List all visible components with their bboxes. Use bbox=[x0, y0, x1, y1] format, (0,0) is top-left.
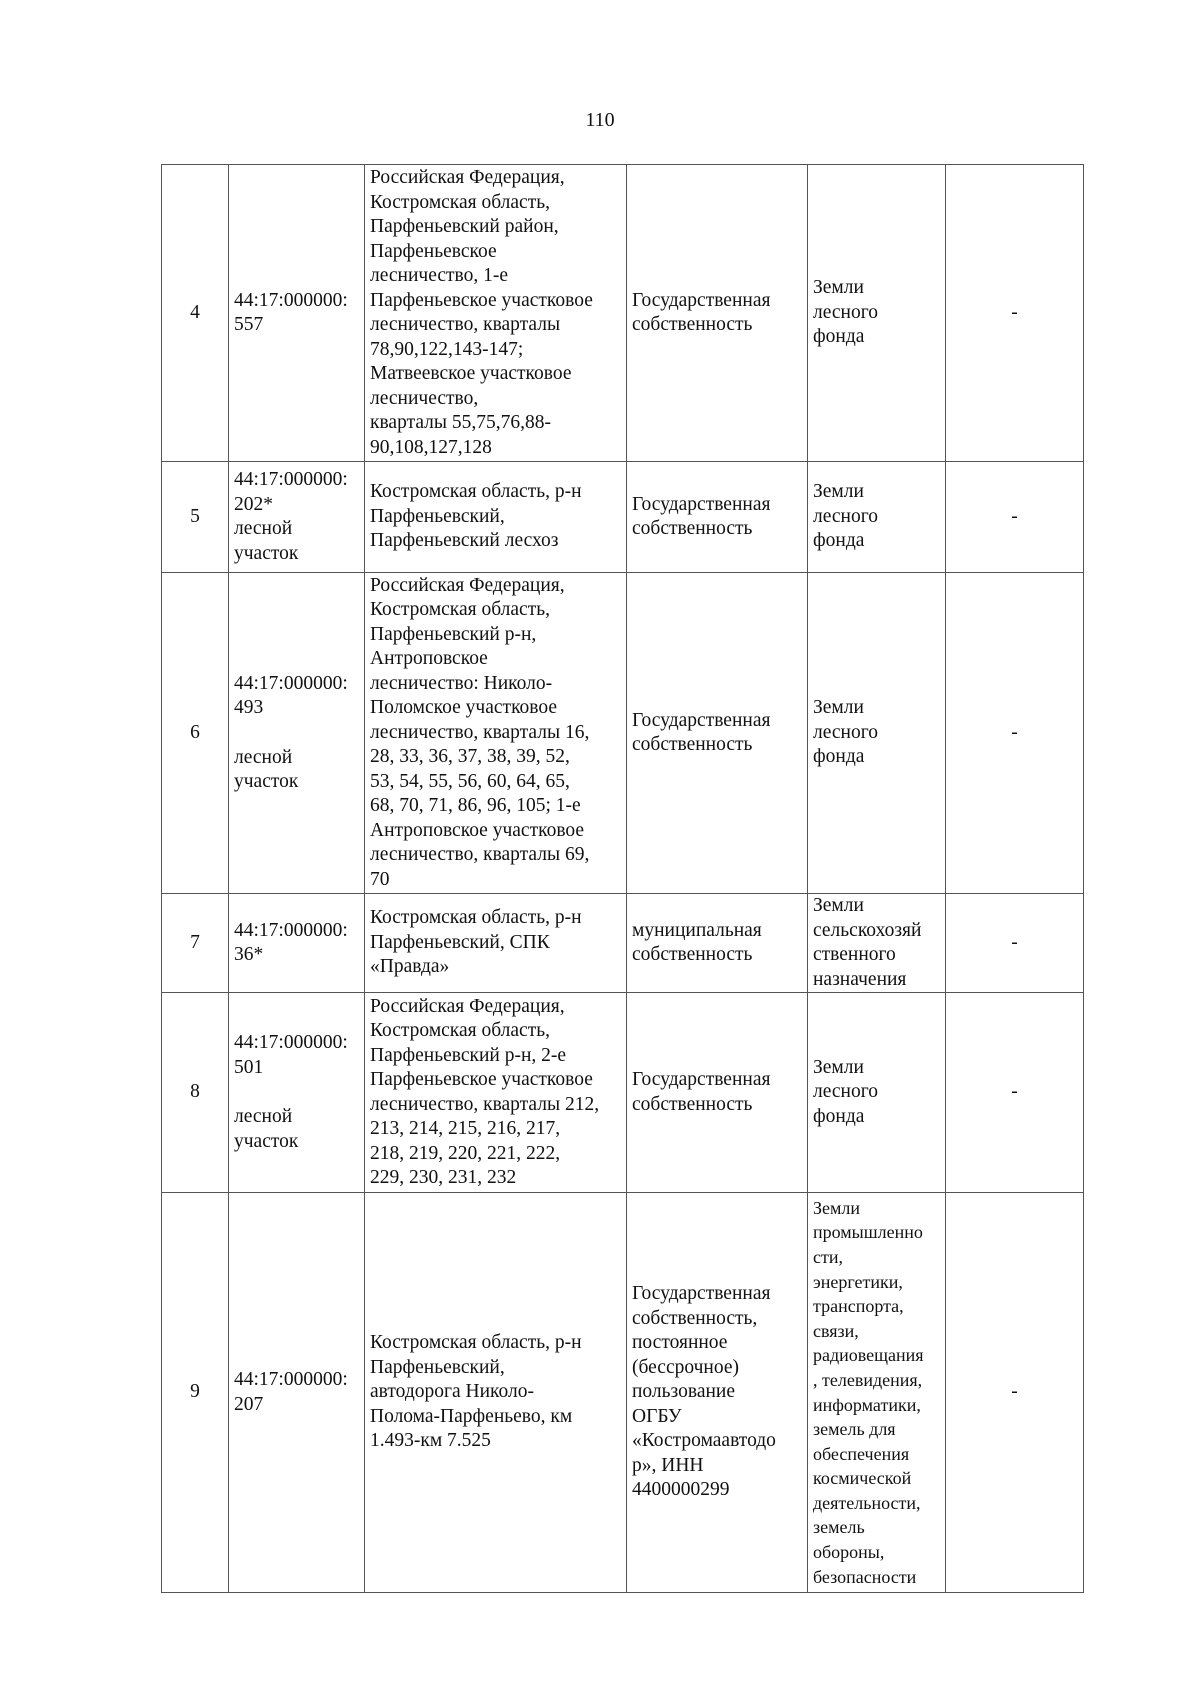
address-line: Парфеньевский район, bbox=[370, 216, 559, 237]
cadastral-line bbox=[234, 721, 359, 746]
cadastral-line: участок bbox=[234, 1130, 299, 1152]
land_category-line: сельскохозяй bbox=[813, 919, 922, 941]
address-line: Парфеньевский, bbox=[370, 1356, 505, 1378]
land_category-line: обороны, bbox=[813, 1542, 885, 1563]
land_category-line: лесного bbox=[813, 301, 878, 323]
row-number: 7 bbox=[162, 894, 229, 993]
address-cell bbox=[365, 165, 627, 462]
land-plots-table bbox=[161, 164, 1084, 1593]
table-row bbox=[162, 894, 1084, 993]
address-line: Антроповское bbox=[370, 648, 488, 670]
address-line: автодорога Николо- bbox=[370, 1381, 534, 1403]
ownership-line: собственность bbox=[632, 1093, 753, 1115]
land_category-line: радиовещания bbox=[813, 1345, 924, 1366]
address-line: Костромская область, р-н bbox=[370, 907, 582, 929]
land_category-line: лесного bbox=[813, 721, 878, 743]
address-line: Парфеньевское участковое bbox=[370, 1069, 593, 1090]
address-line: Парфеньевский р-н, 2-е bbox=[370, 1044, 567, 1066]
cadastral-line: участок bbox=[234, 542, 299, 564]
ownership-line: Государственная bbox=[632, 289, 771, 311]
address-line: 218, 219, 220, 221, 222, bbox=[370, 1142, 561, 1164]
cadastral-line: 557 bbox=[234, 314, 264, 335]
cadastral-line: 44:17:000000: bbox=[234, 469, 348, 490]
address-cell bbox=[365, 573, 627, 894]
ownership-cell bbox=[627, 573, 808, 894]
ownership-line: ОГБУ bbox=[632, 1405, 682, 1427]
ownership-cell bbox=[627, 894, 808, 993]
cadastral-number-cell bbox=[229, 462, 365, 573]
cadastral-line: 207 bbox=[234, 1393, 264, 1415]
ownership-line: «Костромаавтодо bbox=[632, 1430, 776, 1452]
land_category-line: связи, bbox=[813, 1320, 859, 1341]
address-line: лесничество, кварталы bbox=[370, 314, 561, 335]
ownership-line: Государственная bbox=[632, 709, 771, 731]
address-line: Поломское участковое bbox=[370, 697, 558, 719]
land-category-cell bbox=[808, 165, 946, 462]
address-line: 90,108,127,128 bbox=[370, 436, 492, 458]
address-line: Костромская область, р-н bbox=[370, 1332, 582, 1354]
land_category-line: космической bbox=[813, 1468, 912, 1489]
ownership-line: Государственная bbox=[632, 493, 771, 515]
land_category-line: Земли bbox=[813, 1197, 861, 1218]
cadastral-line: лесной bbox=[234, 746, 293, 768]
ownership-line: собственность bbox=[632, 314, 753, 335]
address-line: Российская Федерация, bbox=[370, 167, 565, 188]
address-line: 213, 214, 215, 216, 217, bbox=[370, 1118, 561, 1139]
row-number: 9 bbox=[162, 1193, 229, 1593]
address-cell bbox=[365, 462, 627, 573]
table-row bbox=[162, 1193, 1084, 1593]
row-number: 5 bbox=[162, 462, 229, 573]
table-row bbox=[162, 462, 1084, 573]
land_category-line: фонда bbox=[813, 326, 865, 348]
row-number: 8 bbox=[162, 993, 229, 1193]
address-line: лесничество: Николо- bbox=[370, 672, 553, 694]
address-cell bbox=[365, 894, 627, 993]
note-cell: - bbox=[946, 573, 1084, 894]
page-number: 110 bbox=[585, 109, 615, 131]
ownership-cell bbox=[627, 1193, 808, 1593]
ownership-line: собственность bbox=[632, 518, 753, 539]
address-line: лесничество, bbox=[370, 387, 479, 409]
address-line: 70 bbox=[370, 868, 390, 890]
cadastral-number-cell bbox=[229, 1193, 365, 1593]
address-line: 78,90,122,143-147; bbox=[370, 338, 524, 360]
cadastral-line bbox=[234, 1080, 359, 1105]
land_category-line: , телевидения, bbox=[813, 1369, 923, 1390]
land-category-cell bbox=[808, 894, 946, 993]
ownership-line: (бессрочное) bbox=[632, 1356, 739, 1378]
land_category-line: промышленно bbox=[813, 1222, 923, 1243]
address-line: Парфеньевский, СПК bbox=[370, 931, 550, 953]
land-category-cell bbox=[808, 1193, 946, 1593]
land_category-line: безопасности bbox=[813, 1566, 917, 1587]
cadastral-line: 202* bbox=[234, 493, 273, 515]
ownership-cell bbox=[627, 993, 808, 1193]
ownership-line: 4400000299 bbox=[632, 1479, 730, 1501]
address-line: Матвеевское участковое bbox=[370, 363, 572, 384]
row-number: 4 bbox=[162, 165, 229, 462]
address-cell bbox=[365, 993, 627, 1193]
note-cell: - bbox=[946, 894, 1084, 993]
land_category-line: деятельности, bbox=[813, 1492, 921, 1513]
cadastral-line: 44:17:000000: bbox=[234, 672, 348, 694]
cadastral-line: лесной bbox=[234, 518, 293, 539]
address-line: Парфеньевский р-н, bbox=[370, 623, 537, 645]
table-row bbox=[162, 165, 1084, 462]
address-line: Костромская область, bbox=[370, 191, 551, 213]
ownership-line: Государственная bbox=[632, 1069, 771, 1090]
address-line: 1.493-км 7.525 bbox=[370, 1430, 491, 1452]
cadastral-line: 44:17:000000: bbox=[234, 919, 348, 941]
note-cell: - bbox=[946, 462, 1084, 573]
land-category-cell bbox=[808, 462, 946, 573]
land_category-line: земель для bbox=[813, 1419, 896, 1440]
address-line: лесничество, 1-е bbox=[370, 265, 508, 286]
cadastral-line: 36* bbox=[234, 944, 264, 965]
cadastral-line: 44:17:000000: bbox=[234, 289, 348, 311]
ownership-line: собственность bbox=[632, 944, 753, 965]
land_category-line: обеспечения bbox=[813, 1443, 910, 1464]
cadastral-line: 493 bbox=[234, 697, 264, 718]
note-cell: - bbox=[946, 993, 1084, 1193]
address-line: Российская Федерация, bbox=[370, 995, 565, 1017]
land_category-line: фонда bbox=[813, 1105, 865, 1127]
address-line: 53, 54, 55, 56, 60, 64, 65, bbox=[370, 770, 570, 792]
address-line: Парфеньевский лесхоз bbox=[370, 530, 559, 552]
address-line: Полома-Парфеньево, км bbox=[370, 1405, 573, 1427]
land_category-line: Земли bbox=[813, 277, 864, 299]
ownership-line: пользование bbox=[632, 1381, 736, 1403]
land_category-line: Земли bbox=[813, 895, 864, 916]
address-line: лесничество, кварталы 212, bbox=[370, 1093, 600, 1115]
land_category-line: земель bbox=[813, 1517, 865, 1538]
land-category-cell bbox=[808, 573, 946, 894]
address-line: лесничество, кварталы 16, bbox=[370, 721, 590, 743]
note-cell: - bbox=[946, 1193, 1084, 1593]
address-line: Антроповское участковое bbox=[370, 819, 585, 841]
ownership-cell bbox=[627, 165, 808, 462]
cadastral-line: участок bbox=[234, 771, 299, 792]
land_category-line: транспорта, bbox=[813, 1296, 904, 1317]
ownership-line: р», ИНН bbox=[632, 1454, 704, 1476]
address-line: Российская Федерация, bbox=[370, 574, 565, 596]
cadastral-line: 44:17:000000: bbox=[234, 1369, 348, 1390]
land-category-cell bbox=[808, 993, 946, 1193]
land_category-line: назначения bbox=[813, 968, 907, 990]
address-line: Парфеньевское участковое bbox=[370, 289, 593, 311]
land_category-line: лесного bbox=[813, 1081, 878, 1103]
cadastral-number-cell bbox=[229, 993, 365, 1193]
ownership-line: постоянное bbox=[632, 1332, 728, 1354]
land_category-line: сти, bbox=[813, 1246, 843, 1267]
address-line: лесничество, кварталы 69, bbox=[370, 844, 590, 866]
address-line: 28, 33, 36, 37, 38, 39, 52, bbox=[370, 746, 570, 768]
address-line: Парфеньевский, bbox=[370, 505, 505, 527]
table-row bbox=[162, 993, 1084, 1193]
row-number: 6 bbox=[162, 573, 229, 894]
address-line: Костромская область, bbox=[370, 1020, 551, 1041]
ownership-line: муниципальная bbox=[632, 919, 762, 941]
land_category-line: Земли bbox=[813, 481, 864, 503]
cadastral-line: 44:17:000000: bbox=[234, 1032, 348, 1053]
ownership-line: собственность, bbox=[632, 1307, 758, 1329]
land_category-line: фонда bbox=[813, 746, 865, 768]
cadastral-line: 501 bbox=[234, 1056, 264, 1078]
cadastral-number-cell bbox=[229, 165, 365, 462]
land_category-line: энергетики, bbox=[813, 1271, 903, 1292]
ownership-cell bbox=[627, 462, 808, 573]
address-cell bbox=[365, 1193, 627, 1593]
land_category-line: Земли bbox=[813, 1056, 864, 1078]
address-line: 68, 70, 71, 86, 96, 105; 1-е bbox=[370, 795, 581, 817]
note-cell: - bbox=[946, 165, 1084, 462]
land_category-line: Земли bbox=[813, 697, 864, 719]
address-line: Парфеньевское bbox=[370, 240, 497, 262]
ownership-line: собственность bbox=[632, 734, 753, 755]
ownership-line: Государственная bbox=[632, 1283, 771, 1305]
land_category-line: информатики, bbox=[813, 1394, 921, 1415]
table-row bbox=[162, 573, 1084, 894]
land_category-line: лесного bbox=[813, 505, 878, 527]
land_category-line: фонда bbox=[813, 530, 865, 552]
address-line: кварталы 55,75,76,88- bbox=[370, 412, 551, 433]
address-line: «Правда» bbox=[370, 956, 450, 978]
cadastral-number-cell bbox=[229, 573, 365, 894]
address-line: 229, 230, 231, 232 bbox=[370, 1167, 517, 1188]
cadastral-number-cell bbox=[229, 894, 365, 993]
cadastral-line: лесной bbox=[234, 1106, 293, 1127]
address-line: Костромская область, р-н bbox=[370, 481, 582, 503]
land_category-line: ственного bbox=[813, 944, 896, 965]
address-line: Костромская область, bbox=[370, 599, 551, 621]
